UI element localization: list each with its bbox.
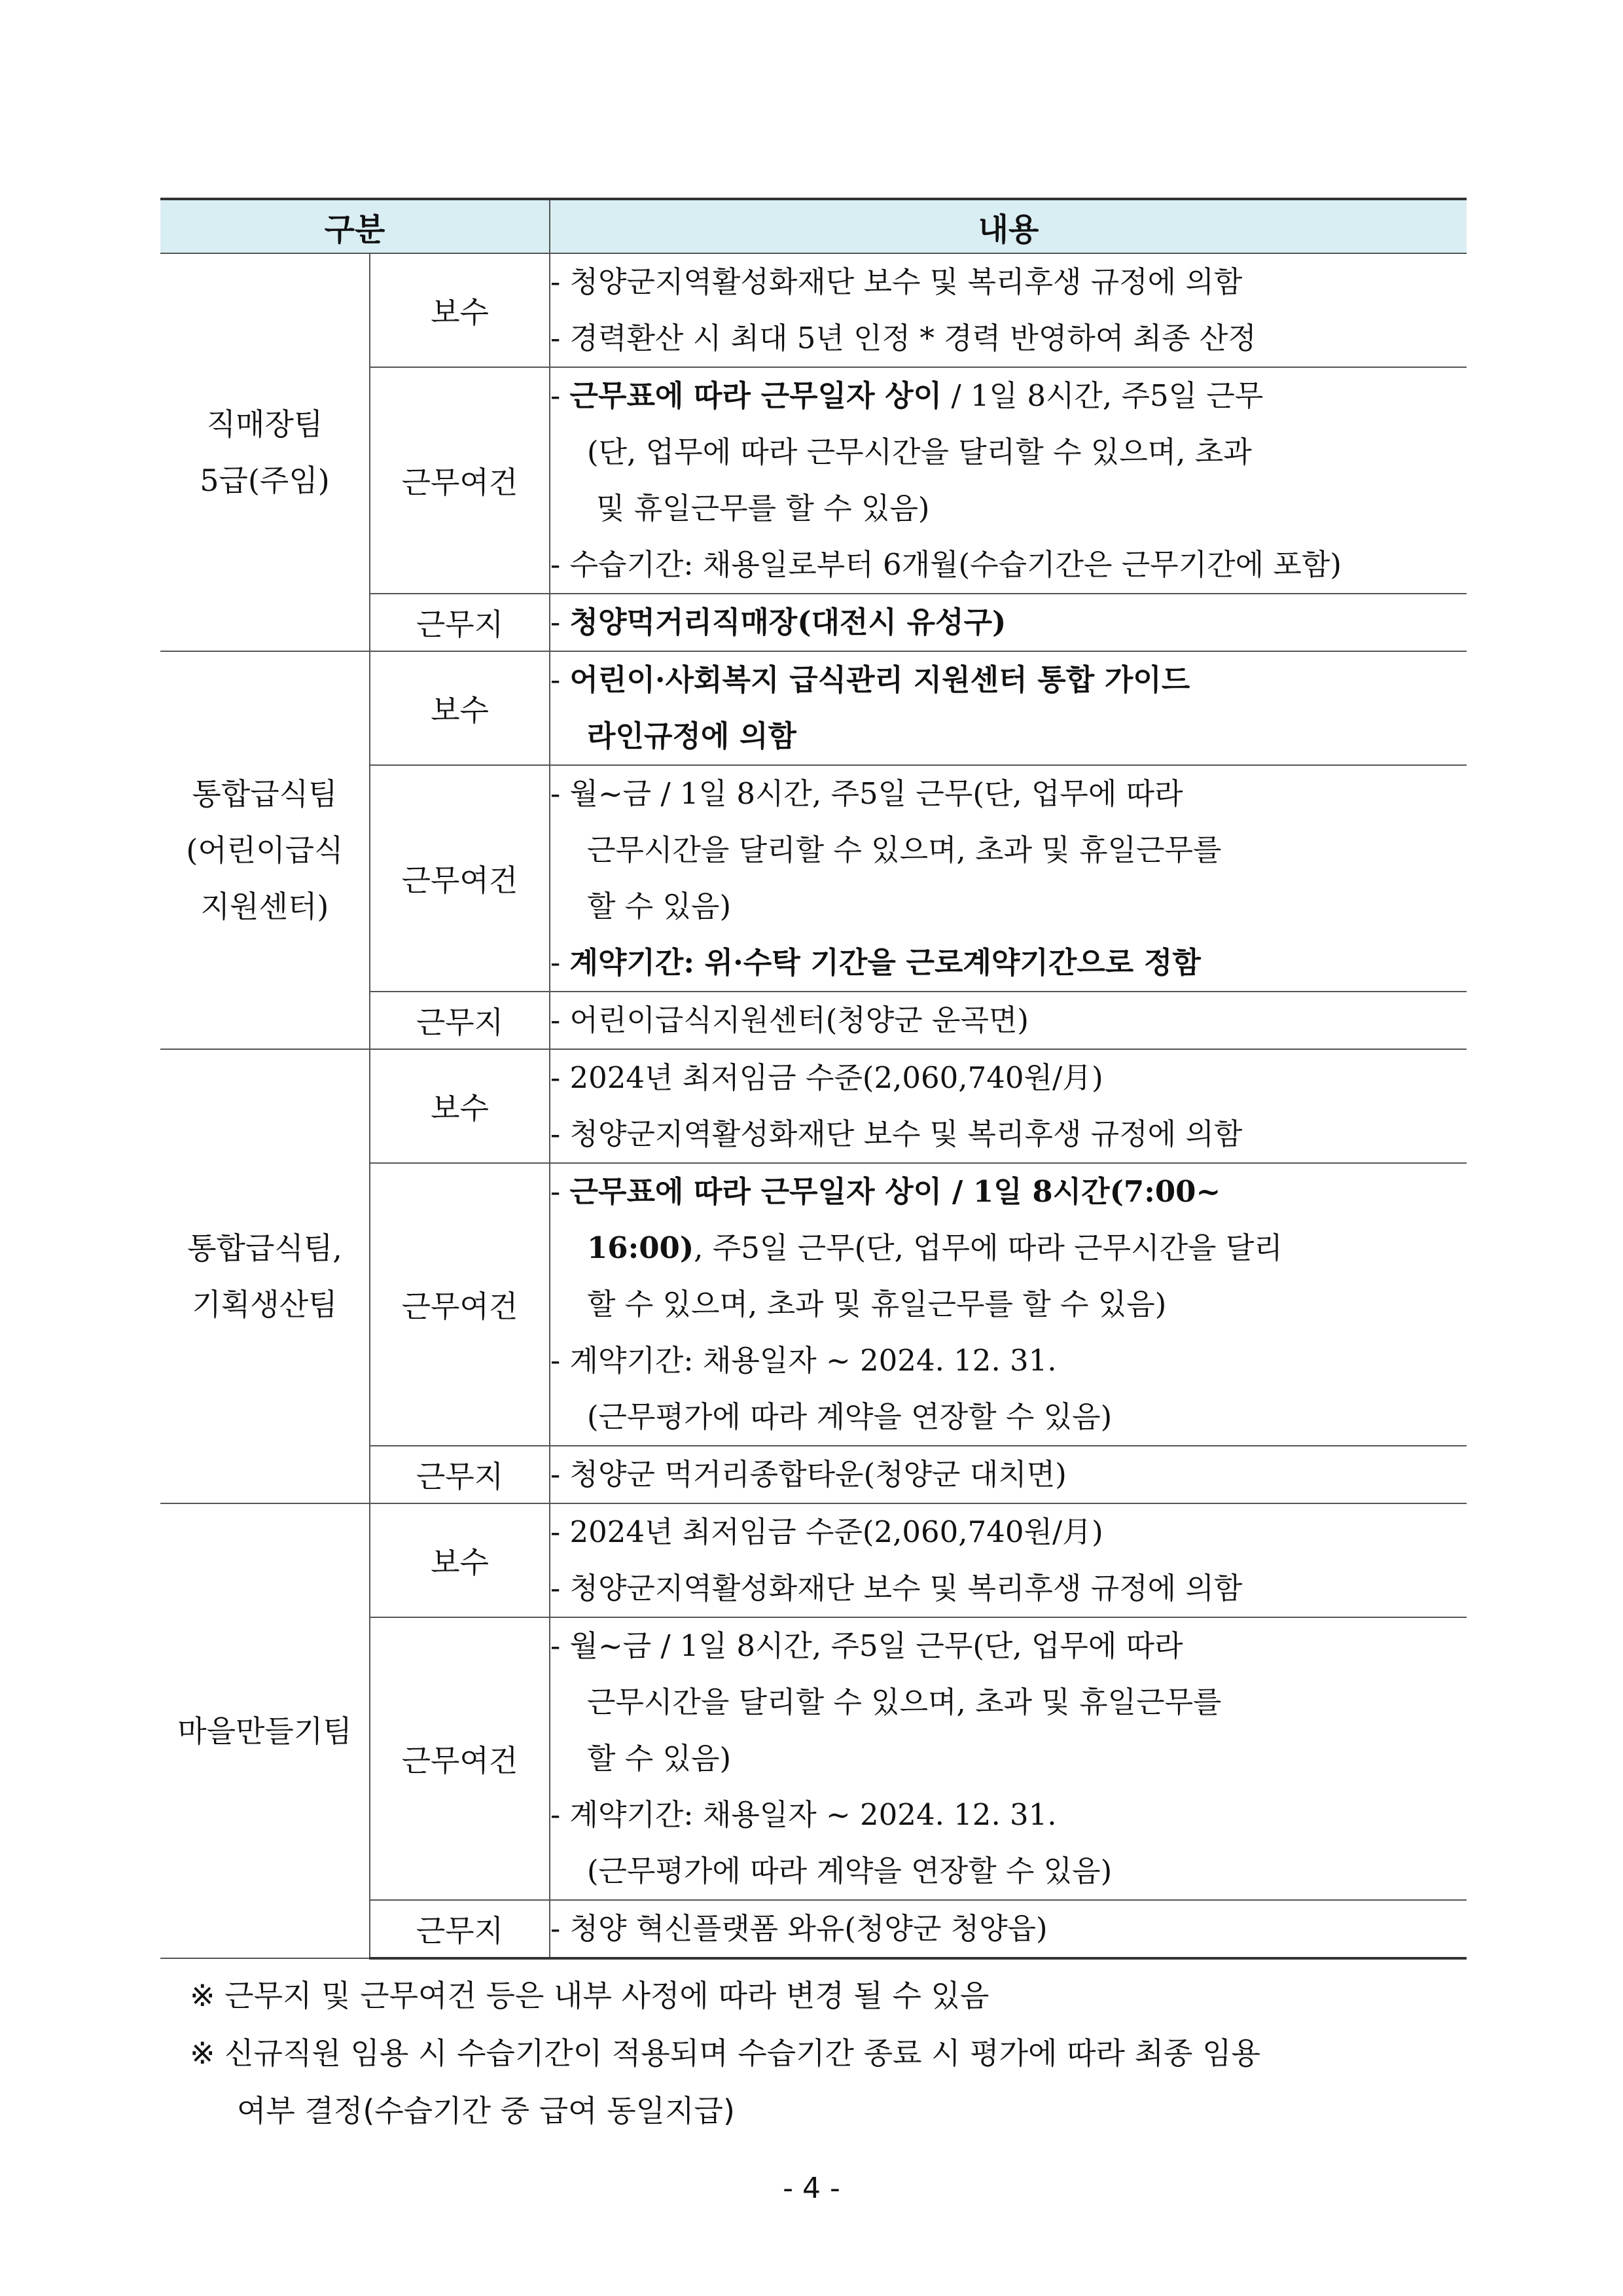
line-text: / 1일 8시간, 주5일 근무 [942, 378, 1264, 413]
content-line [550, 1504, 1467, 1560]
category-cell: 근무여건 [370, 1163, 550, 1446]
content-cell [550, 1163, 1467, 1446]
content-line [550, 310, 1467, 367]
category-cell: 근무지 [370, 594, 550, 651]
emphasized-text: 16:00) [587, 1230, 694, 1265]
content-line [550, 1050, 1467, 1106]
content-line [550, 1276, 1467, 1333]
line-bullet: - [550, 605, 570, 639]
content-line [550, 1731, 1467, 1787]
team-name-line: 5급(주임) [200, 463, 330, 498]
content-line [550, 822, 1467, 878]
category-cell: 보수 [370, 651, 550, 765]
table-row [160, 253, 1467, 367]
header-content: 내용 [550, 199, 1467, 253]
content-line [550, 992, 1467, 1049]
category-cell: 보수 [370, 253, 550, 367]
line-text: - 월~금 / 1일 8시간, 주5일 근무(단, 업무에 따라 [550, 776, 1183, 811]
category-cell: 근무지 [370, 1446, 550, 1503]
category-cell: 근무여건 [370, 1617, 550, 1900]
content-line [550, 1106, 1467, 1162]
team-cell [160, 651, 370, 1049]
header-category: 구분 [160, 199, 550, 253]
category-cell: 보수 [370, 1049, 550, 1163]
content-cell [550, 1049, 1467, 1163]
table-row [160, 651, 1467, 765]
page-number: - 4 - [783, 2172, 840, 2205]
line-text: - 계약기간: 채용일자 ~ 2024. 12. 31. [550, 1343, 1057, 1378]
emphasized-text: 어린이·사회복지 급식관리 지원센터 통합 가이드 [569, 662, 1190, 697]
content-line [550, 878, 1467, 935]
content-line [550, 1901, 1467, 1957]
line-text: 할 수 있으며, 초과 및 휴일근무를 할 수 있음) [587, 1287, 1167, 1321]
footnotes [190, 1967, 1472, 2140]
content-cell [550, 651, 1467, 765]
footnote-line: ※ 근무지 및 근무여건 등은 내부 사정에 따라 변경 될 수 있음 [190, 1978, 990, 2013]
line-text: - 청양 혁신플랫폼 와유(청양군 청양읍) [550, 1911, 1048, 1946]
line-text: (근무평가에 따라 계약을 연장할 수 있음) [587, 1399, 1113, 1434]
table-header-row [160, 199, 1467, 253]
team-cell [160, 1503, 370, 1958]
line-bullet: - [550, 945, 570, 980]
line-text: - 청양군지역활성화재단 보수 및 복리후생 규정에 의함 [550, 1117, 1243, 1151]
content-cell [550, 765, 1467, 992]
emphasized-text: 근무표에 따라 근무일자 상이 [569, 378, 942, 413]
content-line [550, 1674, 1467, 1731]
emphasized-text: 라인규정에 의함 [587, 719, 796, 753]
content-line [550, 1618, 1467, 1674]
category-cell: 근무지 [370, 1900, 550, 1958]
team-name-line: 지원센터) [200, 889, 329, 924]
line-bullet: - [550, 1174, 570, 1209]
line-text: - 계약기간: 채용일자 ~ 2024. 12. 31. [550, 1797, 1057, 1832]
category-cell: 근무지 [370, 992, 550, 1049]
team-name-line: (어린이급식 [186, 833, 344, 868]
line-text: - 청양군지역활성화재단 보수 및 복리후생 규정에 의함 [550, 264, 1243, 299]
line-text: 근무시간을 달리할 수 있으며, 초과 및 휴일근무를 [587, 1685, 1222, 1719]
table-row [160, 1049, 1467, 1163]
line-text: - 어린이급식지원센터(청양군 운곡면) [550, 1003, 1029, 1037]
table-body [160, 253, 1467, 1958]
content-line [550, 368, 1467, 424]
content-cell [550, 1617, 1467, 1900]
line-text: - 청양군지역활성화재단 보수 및 복리후생 규정에 의함 [550, 1571, 1243, 1605]
line-text: (단, 업무에 따라 근무시간을 달리할 수 있으며, 초과 [587, 435, 1252, 469]
content-cell [550, 367, 1467, 594]
content-line [550, 708, 1467, 764]
content-line [550, 424, 1467, 480]
line-text: - 월~금 / 1일 8시간, 주5일 근무(단, 업무에 따라 [550, 1628, 1183, 1663]
team-name-line: 마을만들기팀 [177, 1713, 352, 1749]
emphasized-text: 계약기간: 위·수탁 기간을 근로계약기간으로 정함 [569, 945, 1201, 980]
team-cell [160, 1049, 370, 1503]
table-row [160, 1503, 1467, 1617]
footnote-line: 여부 결정(수습기간 중 급여 동일지급) [237, 2093, 735, 2128]
team-name-line: 통합급식팀 [192, 776, 338, 812]
content-line [550, 1560, 1467, 1617]
content-cell [550, 1900, 1467, 1958]
content-line [550, 254, 1467, 310]
line-bullet: - [550, 662, 570, 697]
line-text: 및 휴일근무를 할 수 있음) [596, 491, 930, 526]
category-cell: 근무여건 [370, 367, 550, 594]
team-name-line: 기획생산팀 [192, 1287, 338, 1322]
employment-conditions-table [160, 198, 1467, 1960]
content-line [550, 1843, 1467, 1899]
content-line [550, 652, 1467, 708]
category-cell: 근무여건 [370, 765, 550, 992]
content-line [550, 1787, 1467, 1843]
line-text: 할 수 있음) [587, 889, 732, 924]
line-text: , 주5일 근무(단, 업무에 따라 근무시간을 달리 [694, 1230, 1283, 1265]
line-text: 근무시간을 달리할 수 있으며, 초과 및 휴일근무를 [587, 833, 1222, 867]
content-cell [550, 253, 1467, 367]
content-line [550, 1220, 1467, 1276]
content-line [550, 1446, 1467, 1503]
line-text: 할 수 있음) [587, 1741, 732, 1776]
line-text: - 2024년 최저임금 수준(2,060,740원/月) [550, 1060, 1103, 1095]
line-bullet: - [550, 378, 570, 413]
team-name-line: 직매장팀 [206, 406, 323, 442]
emphasized-text: 근무표에 따라 근무일자 상이 / 1일 8시간(7:00~ [569, 1174, 1221, 1209]
content-line [550, 594, 1467, 651]
content-cell [550, 594, 1467, 651]
line-text: - 경력환산 시 최대 5년 인정 * 경력 반영하여 최종 산정 [550, 321, 1257, 355]
content-line [550, 935, 1467, 991]
line-text: - 청양군 먹거리종합타운(청양군 대치면) [550, 1457, 1067, 1492]
content-line [550, 1164, 1467, 1220]
content-line [550, 537, 1467, 593]
content-cell [550, 1503, 1467, 1617]
team-name-line: 통합급식팀, [187, 1230, 342, 1266]
line-text: - 2024년 최저임금 수준(2,060,740원/月) [550, 1515, 1103, 1549]
footnote-line: ※ 신규직원 임용 시 수습기간이 적용되며 수습기간 종료 시 평가에 따라 최종 임용 [190, 2036, 1260, 2071]
content-line [550, 480, 1467, 537]
content-cell [550, 1446, 1467, 1503]
content-line [550, 766, 1467, 822]
line-text: (근무평가에 따라 계약을 연장할 수 있음) [587, 1854, 1113, 1888]
team-cell [160, 253, 370, 651]
category-cell: 보수 [370, 1503, 550, 1617]
content-line [550, 1333, 1467, 1389]
content-line [550, 1389, 1467, 1445]
content-cell [550, 992, 1467, 1049]
emphasized-text: 청양먹거리직매장(대전시 유성구) [569, 605, 1007, 639]
line-text: - 수습기간: 채용일로부터 6개월(수습기간은 근무기간에 포함) [550, 547, 1342, 582]
